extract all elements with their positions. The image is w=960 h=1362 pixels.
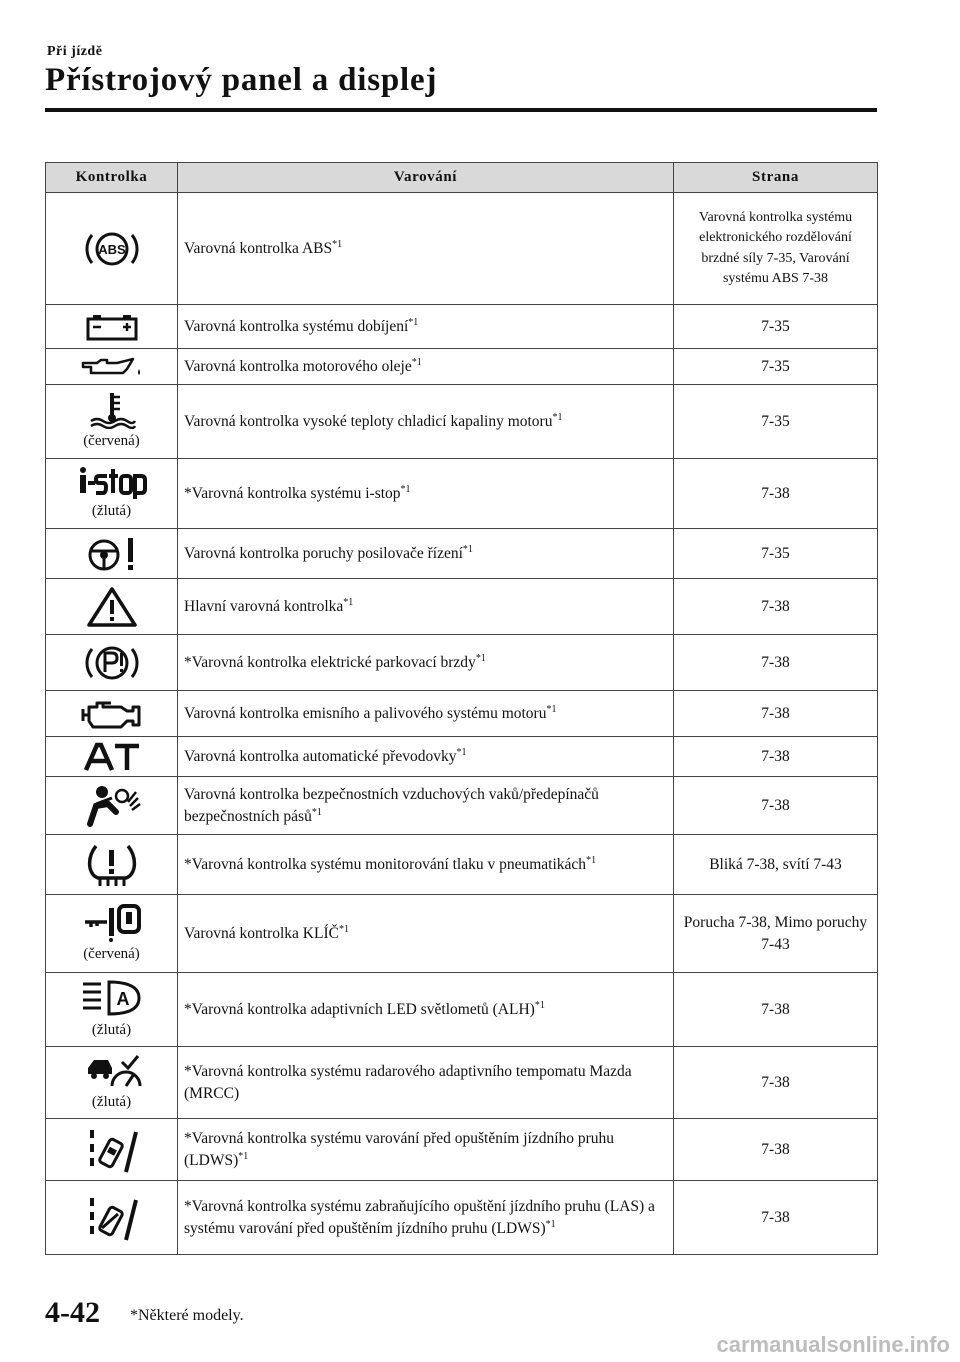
master-warning-icon	[85, 585, 139, 629]
lane-keep-assist-icon	[82, 1194, 142, 1242]
warning-text: Varovná kontrolka bezpečnostních vzduchových vaků/předepínačů bezpečnostních pásů	[184, 785, 599, 825]
automatic-transmission-icon	[82, 742, 142, 772]
page-reference: Porucha 7-38, Mimo poruchy 7-43	[674, 895, 878, 973]
table-row	[46, 1181, 878, 1255]
check-engine-icon	[79, 697, 145, 731]
footnote-ref: *1	[400, 483, 411, 495]
asterisk: *	[184, 653, 192, 671]
footnote-ref: *1	[546, 703, 557, 715]
footnote-ref: *1	[332, 238, 343, 250]
asterisk: *	[184, 1129, 192, 1147]
page-reference: 7-35	[674, 385, 878, 459]
indicator-table	[45, 162, 878, 1255]
warning-text: Varovná kontrolka elektrické parkovací brzdy	[191, 653, 476, 671]
table-row	[46, 835, 878, 895]
watermark: carmanualsonline.info	[716, 1332, 950, 1357]
icon-color-note: (žlutá)	[91, 503, 132, 519]
warning-text: Varovná kontrolka emisního a palivového systému motoru	[184, 704, 547, 722]
title-rule	[45, 108, 877, 112]
table-row	[46, 691, 878, 737]
warning-text: Varovná kontrolka systému dobíjení	[184, 317, 409, 335]
warning-text: Varovná kontrolka systému radarového adaptivního tempomatu Mazda (MRCC)	[184, 1062, 632, 1102]
warning-description	[178, 635, 674, 691]
asterisk: *	[184, 1000, 192, 1018]
table-row	[46, 1119, 878, 1181]
icon-cell	[46, 737, 178, 777]
footnote-ref: *1	[311, 806, 322, 818]
warning-text: Varovná kontrolka vysoké teploty chladicí kapaliny motoru	[184, 412, 553, 430]
tire-pressure-icon	[82, 842, 142, 888]
icon-cell	[46, 1181, 178, 1255]
icon-cell	[46, 305, 178, 349]
icon-cell	[46, 777, 178, 835]
column-header-page: Strana	[674, 163, 878, 193]
footnote: *Některé modely.	[130, 1307, 244, 1324]
svg-text:ABS: ABS	[97, 241, 126, 257]
table-row	[46, 777, 878, 835]
icon-cell	[46, 193, 178, 305]
warning-description	[178, 777, 674, 835]
table-row	[46, 529, 878, 579]
icon-cell	[46, 529, 178, 579]
radar-cruise-control-icon	[82, 1052, 142, 1090]
warning-text: Varovná kontrolka ABS	[184, 239, 333, 257]
lane-departure-warning-icon	[82, 1126, 142, 1174]
warning-text: Hlavní varovná kontrolka	[184, 597, 344, 615]
column-header-indicator: Kontrolka	[46, 163, 178, 193]
footnote-ref: *1	[534, 999, 545, 1011]
section-heading: Při jízdě	[47, 44, 103, 59]
power-steering-icon	[82, 535, 142, 573]
page-reference: 7-38	[674, 635, 878, 691]
i-stop-icon	[77, 465, 147, 499]
footnote-ref: *1	[456, 746, 467, 758]
table-row	[46, 973, 878, 1047]
page-reference: 7-38	[674, 579, 878, 635]
table-header-row	[46, 163, 878, 193]
page-reference: 7-35	[674, 529, 878, 579]
warning-description	[178, 691, 674, 737]
footnote-ref: *1	[238, 1150, 249, 1162]
warning-description	[178, 1181, 674, 1255]
warning-description	[178, 895, 674, 973]
icon-cell	[46, 349, 178, 385]
table-row	[46, 305, 878, 349]
page-reference: Bliká 7-38, svítí 7-43	[674, 835, 878, 895]
column-header-warning: Varování	[178, 163, 674, 193]
icon-cell	[46, 895, 178, 973]
icon-cell	[46, 579, 178, 635]
adaptive-led-headlights-icon	[79, 978, 145, 1018]
icon-color-note: (žlutá)	[91, 1022, 132, 1038]
warning-description	[178, 1047, 674, 1119]
page-reference: 7-35	[674, 305, 878, 349]
page-reference: 7-38	[674, 1119, 878, 1181]
table-row	[46, 349, 878, 385]
warning-text: Varovná kontrolka systému zabraňujícího opuštění jízdního pruhu (LAS) a systému varování před opuštěním jízdního pruhu (LDWS)	[184, 1197, 655, 1237]
page-reference: Varovná kontrolka systému elektronického rozdělování brzdné síly 7-35, Varování systému ABS 7-38	[674, 193, 878, 305]
warning-description	[178, 385, 674, 459]
asterisk: *	[184, 484, 192, 502]
page-reference: 7-35	[674, 349, 878, 385]
svg-text:A: A	[116, 989, 129, 1009]
coolant-temperature-icon	[87, 391, 137, 429]
page-reference: 7-38	[674, 777, 878, 835]
icon-cell	[46, 691, 178, 737]
warning-description	[178, 349, 674, 385]
warning-description	[178, 579, 674, 635]
warning-text: Varovná kontrolka motorového oleje	[184, 357, 412, 375]
warning-description	[178, 973, 674, 1047]
page-reference: 7-38	[674, 737, 878, 777]
warning-description	[178, 193, 674, 305]
asterisk: *	[184, 1062, 192, 1080]
table-row	[46, 895, 878, 973]
warning-description	[178, 459, 674, 529]
airbag-icon	[82, 784, 142, 828]
warning-text: Varovná kontrolka adaptivních LED světlometů (ALH)	[191, 1000, 535, 1018]
icon-color-note: (červená)	[83, 946, 140, 962]
footnote-ref: *1	[343, 596, 354, 608]
warning-text: Varovná kontrolka systému monitorování tlaku v pneumatikách	[191, 855, 587, 873]
warning-text: Varovná kontrolka automatické převodovky	[184, 747, 457, 765]
asterisk: *	[184, 855, 192, 873]
warning-text: Varovná kontrolka KLÍČ	[184, 924, 339, 942]
icon-cell	[46, 459, 178, 529]
icon-cell	[46, 1047, 178, 1119]
page-reference: 7-38	[674, 1047, 878, 1119]
page-number: 4-42	[45, 1296, 100, 1329]
page-reference: 7-38	[674, 459, 878, 529]
warning-text: Varovná kontrolka poruchy posilovače řízení	[184, 544, 463, 562]
electric-parking-brake-icon	[80, 641, 144, 685]
footnote-ref: *1	[586, 854, 597, 866]
icon-cell	[46, 635, 178, 691]
page-reference: 7-38	[674, 973, 878, 1047]
table-row	[46, 579, 878, 635]
footnote-ref: *1	[462, 543, 473, 555]
table-row	[46, 737, 878, 777]
oil-pressure-icon	[77, 355, 147, 379]
icon-color-note: (červená)	[83, 433, 140, 449]
footnote-ref: *1	[475, 652, 486, 664]
table-row	[46, 459, 878, 529]
icon-cell	[46, 1119, 178, 1181]
icon-cell	[46, 385, 178, 459]
icon-cell	[46, 973, 178, 1047]
table-row	[46, 385, 878, 459]
footnote-ref: *1	[338, 923, 349, 935]
table-row	[46, 193, 878, 305]
warning-description	[178, 835, 674, 895]
page-reference: 7-38	[674, 691, 878, 737]
page-reference: 7-38	[674, 1181, 878, 1255]
page-title: Přístrojový panel a displej	[45, 62, 438, 98]
abs-warning-icon	[80, 227, 144, 271]
table-row	[46, 635, 878, 691]
footnote-ref: *1	[552, 411, 563, 423]
icon-cell	[46, 835, 178, 895]
warning-text: Varovná kontrolka systému i-stop	[191, 484, 401, 502]
footnote-ref: *1	[408, 316, 419, 328]
footnote-ref: *1	[545, 1218, 556, 1230]
footnote-ref: *1	[411, 356, 422, 368]
icon-color-note: (žlutá)	[91, 1094, 132, 1110]
key-icon	[81, 902, 143, 942]
warning-description	[178, 529, 674, 579]
warning-text: Varovná kontrolka systému varování před opuštěním jízdního pruhu (LDWS)	[184, 1129, 615, 1169]
warning-description	[178, 737, 674, 777]
table-row	[46, 1047, 878, 1119]
asterisk: *	[184, 1197, 192, 1215]
battery-charging-icon	[82, 311, 142, 343]
warning-description	[178, 305, 674, 349]
warning-description	[178, 1119, 674, 1181]
